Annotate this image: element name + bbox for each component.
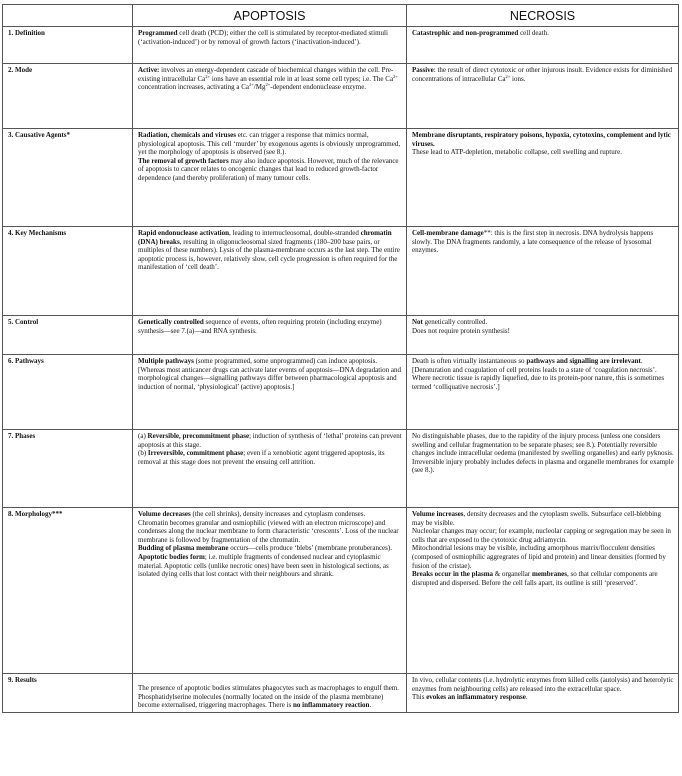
bold-text: Programmed <box>138 29 178 37</box>
bold-text: Cell-membrane damage <box>412 229 484 237</box>
table-row <box>3 430 679 508</box>
table-row <box>3 64 679 129</box>
text-run: (the cell shrinks), density increases and cytoplasm condenses. <box>190 510 366 518</box>
text-run: (b) <box>138 449 148 458</box>
bold-text: pathways and signalling are irrelevant <box>526 357 641 365</box>
necrosis-cell <box>407 27 679 64</box>
text-run: occurs—cells produce ‘blebs’ (membrane protuberances). <box>228 544 392 553</box>
necrosis-paragraph <box>412 527 674 544</box>
bold-text: Membrane disruptants, respiratory poisons, hypoxia, cytotoxins, complement and lytic viruses. <box>412 131 671 148</box>
row-label: 5. Control <box>3 316 133 355</box>
apoptosis-cell <box>133 227 407 316</box>
superscript: 2+ <box>393 73 398 79</box>
apoptosis-column-header: APOPTOSIS <box>133 5 407 27</box>
text-run: Nucleolar changes may occur; for example, nucleolar capping or segregation may be seen in cells that are exposed to the cytotoxic drug adriamycin. <box>412 527 671 544</box>
table-row <box>3 316 679 355</box>
text-run: , resulting in oligonucleosomal sized fragments (180–200 base pairs, or multiples of these numbers). Lysis of the plasma-membrane occurs as the last step. The entire apoptotic process is, however, relatively slow, cell cycle progression is often required for the manifestation of ‘cell death’. <box>138 237 400 272</box>
text-run: ions have an essential role in at least some cell types; i.e. The Ca <box>210 74 394 83</box>
text-run: ; even if a xenobiotic agent triggered apoptosis, its removal at this stage does not prevent the ensuing cell attrition. <box>138 449 385 466</box>
text-run: & organellar <box>493 570 532 579</box>
text-run: cell death. <box>518 29 549 37</box>
superscript: 2+ <box>265 82 271 88</box>
bold-text: Breaks occur in the plasma <box>412 570 494 579</box>
apoptosis-cell <box>133 27 407 64</box>
apoptosis-cell <box>133 430 407 508</box>
bold-text: evokes an inflammatory response <box>426 693 526 702</box>
corner-cell <box>3 5 133 27</box>
text-run: Chromatin becomes granular and osmiophilic (viewed with an electron microscope) and condenses along the nuclear membrane to form characteristic ‘crescents’. Loss of the nuclear membrane is followed by fragmentation of the chromatin. <box>138 518 399 544</box>
necrosis-cell <box>407 508 679 674</box>
row-label: 1. Definition <box>3 27 133 64</box>
table-row <box>3 674 679 713</box>
superscript: 2+ <box>248 82 254 88</box>
necrosis-paragraph <box>412 148 674 157</box>
necrosis-paragraph <box>412 229 674 255</box>
necrosis-cell <box>407 316 679 355</box>
table-row <box>3 508 679 674</box>
text-run: sequence of events, often requiring protein (including enzyme) synthesis—see 7.(a)—and RNA synthesis. <box>138 318 382 335</box>
row-label: 7. Phases <box>3 430 133 508</box>
text-run: Death is often virtually instantaneous so <box>412 357 527 365</box>
text-run: involves an energy-dependent cascade of biochemical changes within the cell. Pre-existing intracellular Ca <box>138 66 394 83</box>
text-run: **: this is the first step in necrosis. DNA hydrolysis happens slowly. The DNA fragments randomly, a late consequence of the release of lysosomal enzymes. <box>412 229 654 255</box>
row-label: 3. Causative Agents* <box>3 129 133 227</box>
text-run: . <box>369 701 372 710</box>
row-label: 8. Morphology*** <box>3 508 133 674</box>
bold-text: Genetically controlled <box>138 318 204 326</box>
table-row <box>3 129 679 227</box>
necrosis-column-header: NECROSIS <box>407 5 679 27</box>
necrosis-paragraph <box>412 432 674 475</box>
row-label: 4. Key Mechanisms <box>3 227 133 316</box>
apoptosis-paragraph <box>138 318 402 335</box>
bold-text: Catastrophic and non-programmed <box>412 29 519 37</box>
bold-text: Budding of plasma membrane <box>138 544 229 553</box>
text-run: genetically controlled. <box>422 318 488 326</box>
necrosis-paragraph <box>412 327 674 336</box>
bold-text: Passive <box>412 66 434 74</box>
text-run: No distinguishable phases, due to the rapidity of the injury process (unless one considers swelling and cellular fragmentation to be separate phases; see 8.). Potentially reversible changes include intracellular oedema (manifested by swelling organelles) and early pyknosis. Irreversible injury probably includes defects in plasma and organelle membranes for example (see 8.). <box>412 432 674 475</box>
necrosis-cell <box>407 227 679 316</box>
apoptosis-paragraph <box>138 684 402 710</box>
bold-text: Irreversible, commitment phase <box>147 449 244 458</box>
row-label: 6. Pathways <box>3 355 133 430</box>
apoptosis-paragraph <box>138 510 402 519</box>
apoptosis-paragraph <box>138 544 402 553</box>
apoptosis-cell <box>133 129 407 227</box>
table-body <box>3 27 679 713</box>
necrosis-cell <box>407 355 679 430</box>
apoptosis-cell <box>133 674 407 713</box>
text-run: Does not require protein synthesis! <box>412 326 510 335</box>
necrosis-paragraph <box>412 66 674 83</box>
superscript: 2+ <box>205 73 211 79</box>
row-label: 9. Results <box>3 674 133 713</box>
apoptosis-paragraph <box>138 432 402 449</box>
text-run: -dependent endonuclease enzyme. <box>270 83 367 92</box>
bold-text: The removal of growth factors <box>138 156 229 165</box>
text-run: : the result of direct cytotoxic or other injurous insult. Evidence exists for diminished concentrations of intracellular Ca <box>412 66 673 83</box>
apoptosis-cell <box>133 64 407 129</box>
apoptosis-paragraph <box>138 131 402 157</box>
apoptosis-cell <box>133 355 407 430</box>
necrosis-paragraph <box>412 693 674 702</box>
apoptosis-paragraph <box>138 29 402 46</box>
table-row <box>3 355 679 430</box>
necrosis-paragraph <box>412 570 674 587</box>
necrosis-paragraph <box>412 29 674 38</box>
necrosis-paragraph <box>412 366 674 392</box>
text-run: In vivo, cellular contents (i.e. hydrolytic enzymes from killed cells (autolysis) and heterolytic enzymes from neighbouring cells) are released into the extracellular space. <box>412 676 674 693</box>
text-run: may also induce apoptosis. However, much of the relevance of apoptosis to cancer relates to oncogenic changes that lead to reduced growth-factor dependence (and thereby proliferation) of many tumour cells. <box>138 156 399 182</box>
bold-text: Apoptotic bodies form <box>138 552 205 561</box>
necrosis-paragraph <box>412 510 674 527</box>
text-run: cell death (PCD); either the cell is stimulated by receptor-mediated stimuli (‘activation-induced’) or by removal of growth factors (‘inactivation-induced’). <box>138 29 388 46</box>
necrosis-cell <box>407 674 679 713</box>
bold-text: Volume decreases <box>138 510 191 518</box>
text-run: ; i.e. multiple fragments of condensed nuclear and cytoplasmic material. Apoptotic cells (unlike necrotic ones) have been seen in histological sections, as isolated dying cells that lost contact with their neighbours and shrank. <box>138 552 389 579</box>
text-run: This <box>412 693 427 702</box>
apoptosis-paragraph <box>138 553 402 579</box>
comparison-table <box>2 4 679 713</box>
text-run: ; induction of synthesis of ‘lethal’ proteins can prevent apoptosis at this stage. <box>138 432 402 449</box>
necrosis-paragraph <box>412 318 674 327</box>
apoptosis-paragraph <box>138 157 402 183</box>
necrosis-paragraph <box>412 131 674 148</box>
bold-text: Volume increases <box>412 510 464 518</box>
text-run: . <box>640 357 643 365</box>
table-row <box>3 227 679 316</box>
apoptosis-paragraph <box>138 357 402 366</box>
text-run: /Mg <box>253 83 266 92</box>
apoptosis-paragraph <box>138 449 402 466</box>
text-run: (a) <box>138 432 148 440</box>
apoptosis-paragraph <box>138 229 402 272</box>
text-run: [Whereas most anticancer drugs can activate later events of apoptosis—DNA degradation and morphological changes—signalling pathways differ between pharmacological apoptosis and induction of normal, ‘physiological’ (active) apoptosis.] <box>138 365 401 391</box>
text-run: . <box>525 693 528 702</box>
necrosis-cell <box>407 64 679 129</box>
text-run: [Denaturation and coagulation of cell proteins leads to a state of ‘coagulation necrosis’. Where necrotic tissue is rapidly liquefied, due to its protein-poor nature, this is sometimes termed ‘colliquative necrosis’.] <box>412 365 665 391</box>
bold-text: Multiple pathways <box>138 357 194 365</box>
bold-text: Active: <box>138 66 160 74</box>
necrosis-paragraph <box>412 357 674 366</box>
text-run: , leading to internucleosomal, double-stranded <box>229 229 361 237</box>
apoptosis-paragraph <box>138 66 402 92</box>
text-run: These lead to ATP-depletion, metabolic collapse, cell swelling and rupture. <box>412 148 622 157</box>
apoptosis-paragraph <box>138 366 402 392</box>
text-run: ions. <box>510 74 526 83</box>
necrosis-paragraph <box>412 544 674 570</box>
necrosis-cell <box>407 129 679 227</box>
bold-text: Reversible, precommitment phase <box>147 432 250 440</box>
necrosis-paragraph <box>412 676 674 693</box>
necrosis-cell <box>407 430 679 508</box>
text-run: concentration increases, activating a Ca <box>138 83 249 92</box>
bold-text: membranes <box>531 570 567 579</box>
spacer <box>138 676 402 684</box>
text-run: , so that cellular components are disrupted and dispersed. Before the cell falls apart, its outline is still ‘preserved’. <box>412 570 658 587</box>
text-run: (some programmed, some unprogrammed) can induce apoptosis. <box>193 357 378 365</box>
bold-text: Rapid endonuclease activation <box>138 229 230 237</box>
row-label: 2. Mode <box>3 64 133 129</box>
table-row <box>3 27 679 64</box>
bold-text: no inflammatory reaction <box>292 701 370 710</box>
bold-text: chromatin (DNA) breaks <box>138 229 392 246</box>
apoptosis-cell <box>133 316 407 355</box>
text-run: The presence of apoptotic bodies stimulates phagocytes such as macrophages to engulf them. Phosphatidylserine molecules (normally located on the inside of the plasma membrane) become externalised, triggering macrophages. There is <box>138 684 400 710</box>
bold-text: Not <box>412 318 423 326</box>
apoptosis-paragraph <box>138 519 402 545</box>
bold-text: Radiation, chemicals and viruses <box>138 131 237 139</box>
text-run: etc. can trigger a response that mimics normal, physiological apoptosis. This cell ‘murder’ by exogenous agents is obviously unprogrammed, yet the morphology of apoptosis is observed (see 8.). <box>138 131 401 157</box>
text-run: , density decreases and the cytoplasm swells. Subsurface cell-blebbing may be visible. <box>412 510 662 527</box>
text-run: Mitochondrial lesions may be visible, including amorphous matrix/flocculent densities (composed of osmiophilic aggregrates of lipid and protein) and linear densities (formed by fusion of the cristae). <box>412 544 666 570</box>
apoptosis-cell <box>133 508 407 674</box>
header-row <box>3 5 679 27</box>
superscript: 2+ <box>505 73 511 79</box>
